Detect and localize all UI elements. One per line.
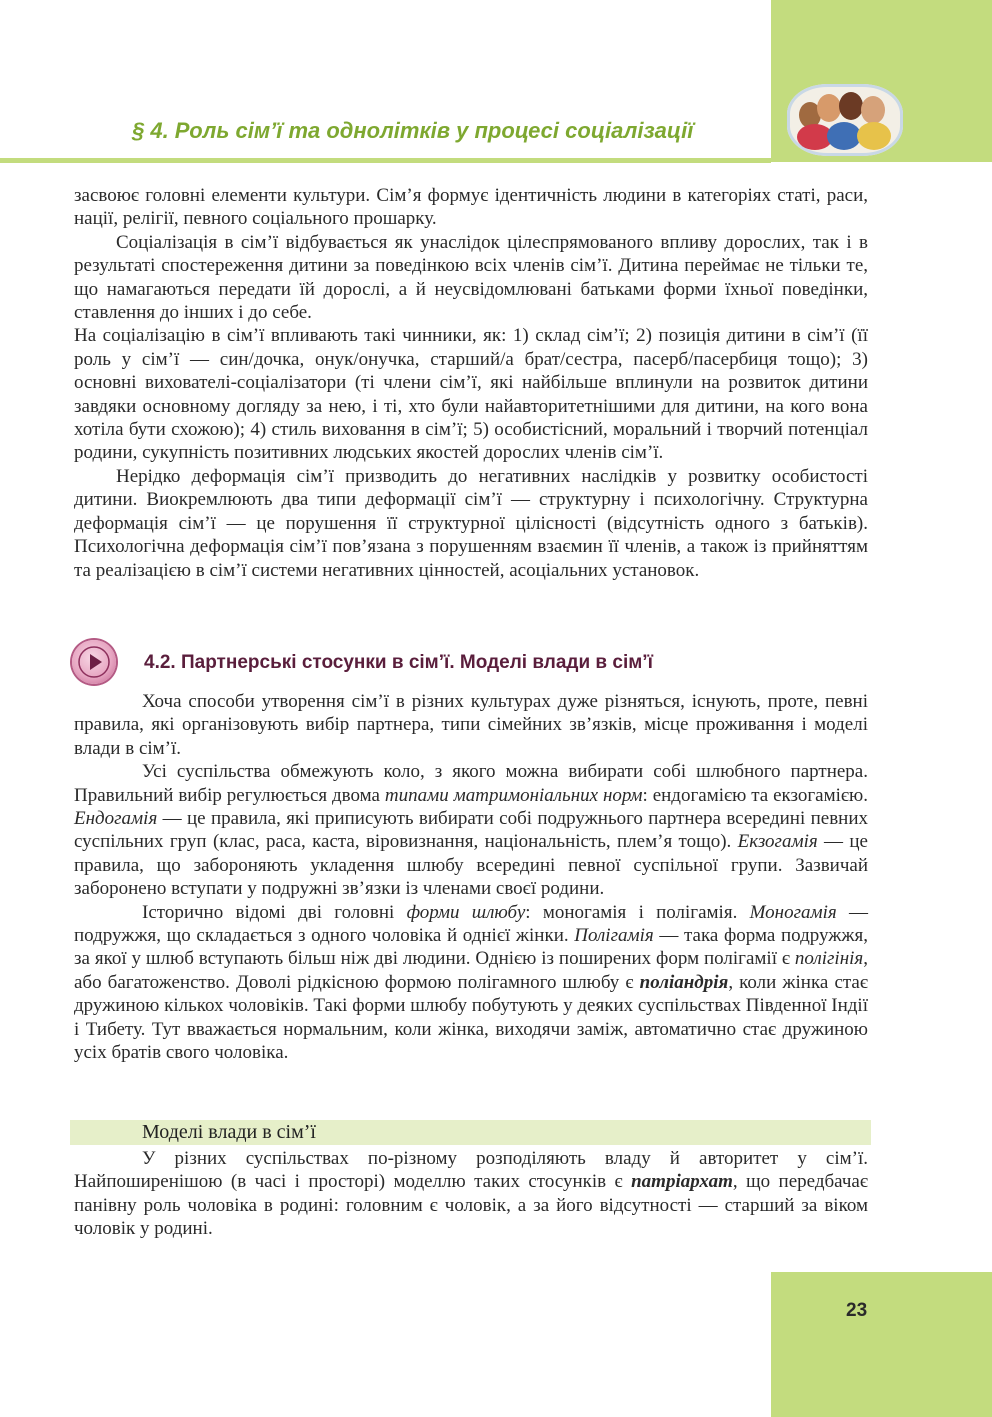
paragraph: Хоча способи утворення сім’ї в різних культурах дуже різняться, існують, проте, певні правила, які організовують вибір партнера, типи сімейних зв’язків, місце проживання і моделі влади в сім’ї.	[74, 691, 868, 759]
term-emphasis: Полігамія	[574, 925, 654, 947]
term-emphasis: типами матримоніальних норм	[384, 784, 643, 806]
paragraph: засвоює головні елементи культури. Сім’я формує ідентичність людини в категоріях статі, раси, нації, релігії, певного соціального прошарку.	[74, 185, 868, 230]
paragraph: У різних суспільствах по-різному розподіляють владу й авторитет у сім’ї. Найпоширенішою (в часі і просторі) моделлю таких стосунків є патріархат, що передбачає панівну роль чоловіка в родині: головним є чоловік, а за його відсутності — старший за віком чоловік у родині.	[74, 1148, 868, 1240]
text-block-1	[74, 184, 868, 582]
footer-accent-band	[771, 1272, 992, 1417]
term-emphasis: Ендогамія	[74, 808, 158, 830]
paragraph: Нерідко деформація сім’ї призводить до негативних наслідків у розвитку особистості дитини. Виокремлюють два типи деформації сім’ї — структурну і психологічну. Структурна деформація сім’ї — це порушення її структурної цілісності (відсутність одного з батьків). Психологічна деформація сім’ї пов’язана з порушенням взаємин її членів, а також із прийняттям та реалізацією в сім’ї системи негативних цінностей, асоціальних установок.	[74, 465, 868, 581]
term-emphasis: поліандрія	[639, 971, 729, 993]
term-emphasis: Екзогамія	[737, 831, 818, 853]
paragraph: Соціалізація в сім’ї відбувається як унаслідок цілеспрямованого впливу дорослих, так і в результаті спостереження дитини за поведінкою всіх членів сім’ї. Дитина переймає не тільки те, що намагаються передати їй дорослі, а й неусвідомлювані батьками форми їхньої поведінки, ставлення до інших і до себе.	[74, 231, 868, 324]
header-rule	[0, 158, 771, 163]
term-emphasis: Моногамія	[749, 901, 837, 923]
children-photo	[787, 84, 903, 156]
text-block-3	[74, 1147, 868, 1241]
chapter-title: § 4. Роль сім’ї та однолітків у процесі соціалізації	[132, 118, 694, 143]
text-block-2	[74, 690, 868, 1065]
term-emphasis: форми шлюбу	[406, 901, 526, 923]
term-emphasis: патріархат	[631, 1171, 733, 1193]
subsection-heading: Моделі влади в сім’ї	[142, 1121, 316, 1143]
paragraph: Історично відомі дві головні форми шлюбу: моногамія і полігамія. Моногамія — подружжя, що складається з одного чоловіка й однієї жінки. Полігамія — така форма подружжя, за якої у шлюб вступають більш ніж дві людини. Однією із поширених форм полігамії є полігінія, або багатоженство. Доволі рідкісною формою полігамного шлюбу є поліандрія, коли жінка стає дружиною кількох чоловіків. Такі форми шлюбу побутують у деяких суспільствах Південної Індії і Тибету. Тут вважається нормальним, коли жінка, виходячи заміж, автоматично стає дружиною усіх братів свого чоловіка.	[74, 901, 869, 1064]
paragraph: Усі суспільства обмежують коло, з якого можна вибирати собі шлюбного партнера. Правильний вибір регулюється двома типами матримоніальних норм: ендогамією та екзогамією. Ендогамія — це правила, які приписують вибирати собі подружнього партнера всередині певних суспільних груп (клас, раса, каста, віровизнання, національність, плем’я тощо). Екзогамія — це правила, що забороняють укладення шлюбу всередині певної суспільної групи. Зазвичай заборонено вступати у подружні зв’язки із членами своєї родини.	[74, 761, 868, 900]
page-number: 23	[846, 1300, 868, 1321]
term-emphasis: полігінія	[794, 948, 864, 970]
paragraph: На соціалізацію в сім’ї впливають такі чинники, як: 1) склад сім’ї; 2) позиція дитини в сім’ї (її роль у сім’ї — син/дочка, онук/онучка, старший/а брат/сестра, пасерб/пасербиця тощо); 3) основні вихователі-соціалізатори (ті члени сім’ї, які найбільше вплинули на розвиток дитини завдяки основному догляду за нею, і ті, хто були найавторитетнішими для дитини, на кого вона хотіла бути схожою); 4) стиль виховання в сім’ї; 5) особистісний, моральний і творчий потенціал родини, сукупність позитивних людських якостей дорослих членів сім’ї.	[74, 325, 868, 464]
section-heading: 4.2. Партнерські стосунки в сім’ї. Моделі влади в сім’ї	[144, 652, 653, 673]
play-icon	[72, 640, 116, 684]
